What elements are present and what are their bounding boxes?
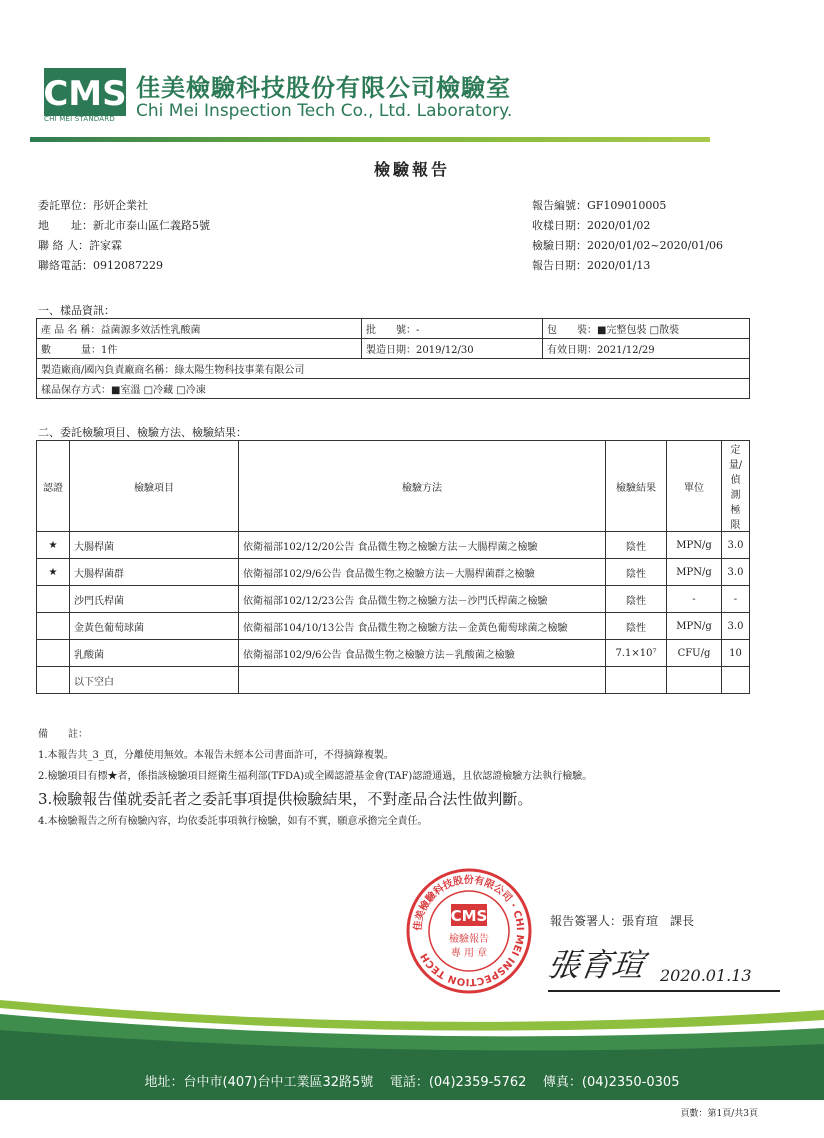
table-row [37, 586, 750, 613]
mfg-date: 製造日期：2019/12/30 [362, 339, 543, 359]
signature-underline [548, 990, 780, 992]
stamp-line2: 專 用 章 [450, 948, 488, 959]
test-heading: 二、委託檢驗項目、檢驗方法、檢驗結果： [38, 426, 247, 439]
row-result: 陰性 [606, 559, 667, 586]
stamp-ring-text: 佳美檢驗科技股份有限公司 · CHI MEI INSPECTION TECH [412, 874, 526, 988]
checkbox-empty-icon: □ [649, 325, 660, 336]
client-contact: 聯 絡 人：許家霖 [38, 239, 122, 252]
row-cert [37, 586, 70, 613]
row-unit [667, 667, 722, 694]
row-unit: MPN/g [667, 559, 722, 586]
footer-phone: 電話：(04)2359-5762 [389, 1075, 527, 1090]
checkbox-empty-icon: □ [143, 385, 154, 396]
row-unit: MPN/g [667, 532, 722, 559]
col-item: 檢驗項目 [70, 441, 239, 532]
client-info [38, 196, 210, 276]
col-method: 檢驗方法 [239, 441, 606, 532]
sample-table [36, 318, 750, 399]
package-label: 包 裝： [547, 325, 597, 336]
note-3: 3.檢驗報告僅就委託者之委託事項提供檢驗結果，不對產品合法性做判斷。 [38, 790, 533, 808]
row-limit: 10 [722, 640, 750, 667]
company-name-en: Chi Mei Inspection Tech Co., Ltd. Laboratory. [136, 101, 513, 121]
storage-label: 樣品保存方式： [41, 385, 111, 396]
exp-date: 有效日期：2021/12/29 [543, 339, 750, 359]
table-row [37, 667, 750, 694]
checkbox-checked-icon: ■ [597, 325, 607, 336]
footer-fax: 傳真：(04)2350-0305 [542, 1075, 680, 1090]
row-limit: - [722, 586, 750, 613]
table-row [37, 640, 750, 667]
signature-handwritten: 張育瑄 [545, 946, 647, 984]
row-limit [722, 667, 750, 694]
storage-opt2: 冷藏 [153, 385, 174, 396]
package-opt1: 完整包裝 [606, 325, 647, 336]
page-number: 頁數：第1頁/共3頁 [680, 1109, 758, 1119]
logo-subtitle: CHI MEI STANDARD [44, 115, 115, 123]
row-item: 沙門氏桿菌 [70, 586, 239, 613]
package-cell [543, 319, 750, 339]
stamp-line1: 檢驗報告 [449, 934, 489, 945]
manufacturer: 製造廠商/國內負責廠商名稱：綠太陽生物科技事業有限公司 [37, 359, 750, 379]
row-item: 乳酸菌 [70, 640, 239, 667]
svg-text:佳美檢驗科技股份有限公司 · CHI MEI INSPECT [411, 873, 525, 987]
row-item: 金黃色葡萄球菌 [70, 613, 239, 640]
company-name-cn: 佳美檢驗科技股份有限公司檢驗室 [136, 74, 511, 102]
checkbox-empty-icon: □ [176, 385, 186, 396]
col-result: 檢驗結果 [606, 441, 667, 532]
row-item: 大腸桿菌群 [70, 559, 239, 586]
signer-label: 報告簽署人：張育瑄 課長 [550, 914, 695, 928]
client-phone: 聯絡電話：0912087229 [38, 259, 163, 272]
results-table [36, 440, 750, 694]
row-result: 陰性 [606, 586, 667, 613]
row-cert [37, 640, 70, 667]
row-method: 依衛福部102/9/6公告 食品微生物之檢驗方法－大腸桿菌群之檢驗 [239, 559, 606, 586]
report-received: 收樣日期：2020/01/02 [532, 219, 651, 232]
table-row [37, 613, 750, 640]
notes-heading: 備 註： [38, 729, 88, 740]
row-method: 依衛福部102/12/23公告 食品微生物之檢驗方法－沙門氏桿菌之檢驗 [239, 586, 606, 613]
row-method [239, 667, 606, 694]
company-stamp [406, 868, 532, 994]
row-limit: 3.0 [722, 613, 750, 640]
logo-text: CMS [44, 74, 126, 114]
row-unit: - [667, 586, 722, 613]
row-method: 依衛福部102/12/20公告 食品微生物之檢驗方法－大腸桿菌之檢驗 [239, 532, 606, 559]
note-1: 1.本報告共_3_頁，分離使用無效。本報告未經本公司書面許可，不得摘錄複製。 [38, 750, 394, 761]
row-limit: 3.0 [722, 559, 750, 586]
row-method: 依衛福部104/10/13公告 食品微生物之檢驗方法－金黃色葡萄球菌之檢驗 [239, 613, 606, 640]
report-number: 報告編號：GF109010005 [532, 199, 667, 212]
row-method: 依衛福部102/9/6公告 食品微生物之檢驗方法－乳酸菌之檢驗 [239, 640, 606, 667]
col-limit: 定量/偵測極限 [722, 441, 750, 532]
client-address: 地 址：新北市泰山區仁義路5號 [38, 219, 210, 232]
row-cert [37, 667, 70, 694]
row-unit: MPN/g [667, 613, 722, 640]
company-logo [44, 68, 126, 116]
row-limit: 3.0 [722, 532, 750, 559]
row-item: 以下空白 [70, 667, 239, 694]
cert-star-icon: ★ [37, 532, 70, 559]
row-item: 大腸桿菌 [70, 532, 239, 559]
package-opt2: 散裝 [659, 325, 680, 336]
col-cert: 認證 [37, 441, 70, 532]
report-tested: 檢驗日期：2020/01/02~2020/01/06 [532, 239, 724, 252]
sample-heading: 一、樣品資訊： [38, 304, 115, 317]
table-row [37, 559, 750, 586]
storage-opt1: 室溫 [120, 385, 141, 396]
stamp-logo: CMS [450, 907, 488, 925]
header-divider [30, 137, 710, 142]
report-date: 報告日期：2020/01/13 [532, 259, 651, 272]
footer-contact [0, 1071, 824, 1090]
storage-opt3: 冷凍 [185, 385, 206, 396]
cert-star-icon: ★ [37, 559, 70, 586]
batch: 批 號：- [362, 319, 543, 339]
row-result: 7.1×10⁷ [606, 640, 667, 667]
row-unit: CFU/g [667, 640, 722, 667]
row-result [606, 667, 667, 694]
table-row [37, 532, 750, 559]
note-2: 2.檢驗項目有標★者，係指該檢驗項目經衛生福利部(TFDA)或全國認證基金會(TAF)認證通過，且依認證檢驗方法執行檢驗。 [38, 771, 593, 782]
page-title: 檢驗報告 [373, 160, 450, 179]
storage-cell [37, 379, 750, 399]
footer-address: 地址：台中市(407)台中工業區32路5號 [144, 1075, 374, 1090]
notes [38, 724, 798, 832]
col-unit: 單位 [667, 441, 722, 532]
row-result: 陰性 [606, 613, 667, 640]
report-info [532, 196, 723, 276]
row-cert [37, 613, 70, 640]
product-name: 產 品 名 稱：益菌源多效活性乳酸菌 [37, 319, 362, 339]
quantity: 數 量：1件 [37, 339, 362, 359]
row-result: 陰性 [606, 532, 667, 559]
signature-date: 2020.01.13 [660, 966, 752, 985]
checkbox-checked-icon: ■ [111, 385, 121, 396]
note-4: 4.本檢驗報告之所有檢驗內容，均依委託事項執行檢驗，如有不實，願意承擔完全責任。 [38, 816, 428, 827]
client-unit: 委託單位：彤妍企業社 [38, 199, 148, 212]
